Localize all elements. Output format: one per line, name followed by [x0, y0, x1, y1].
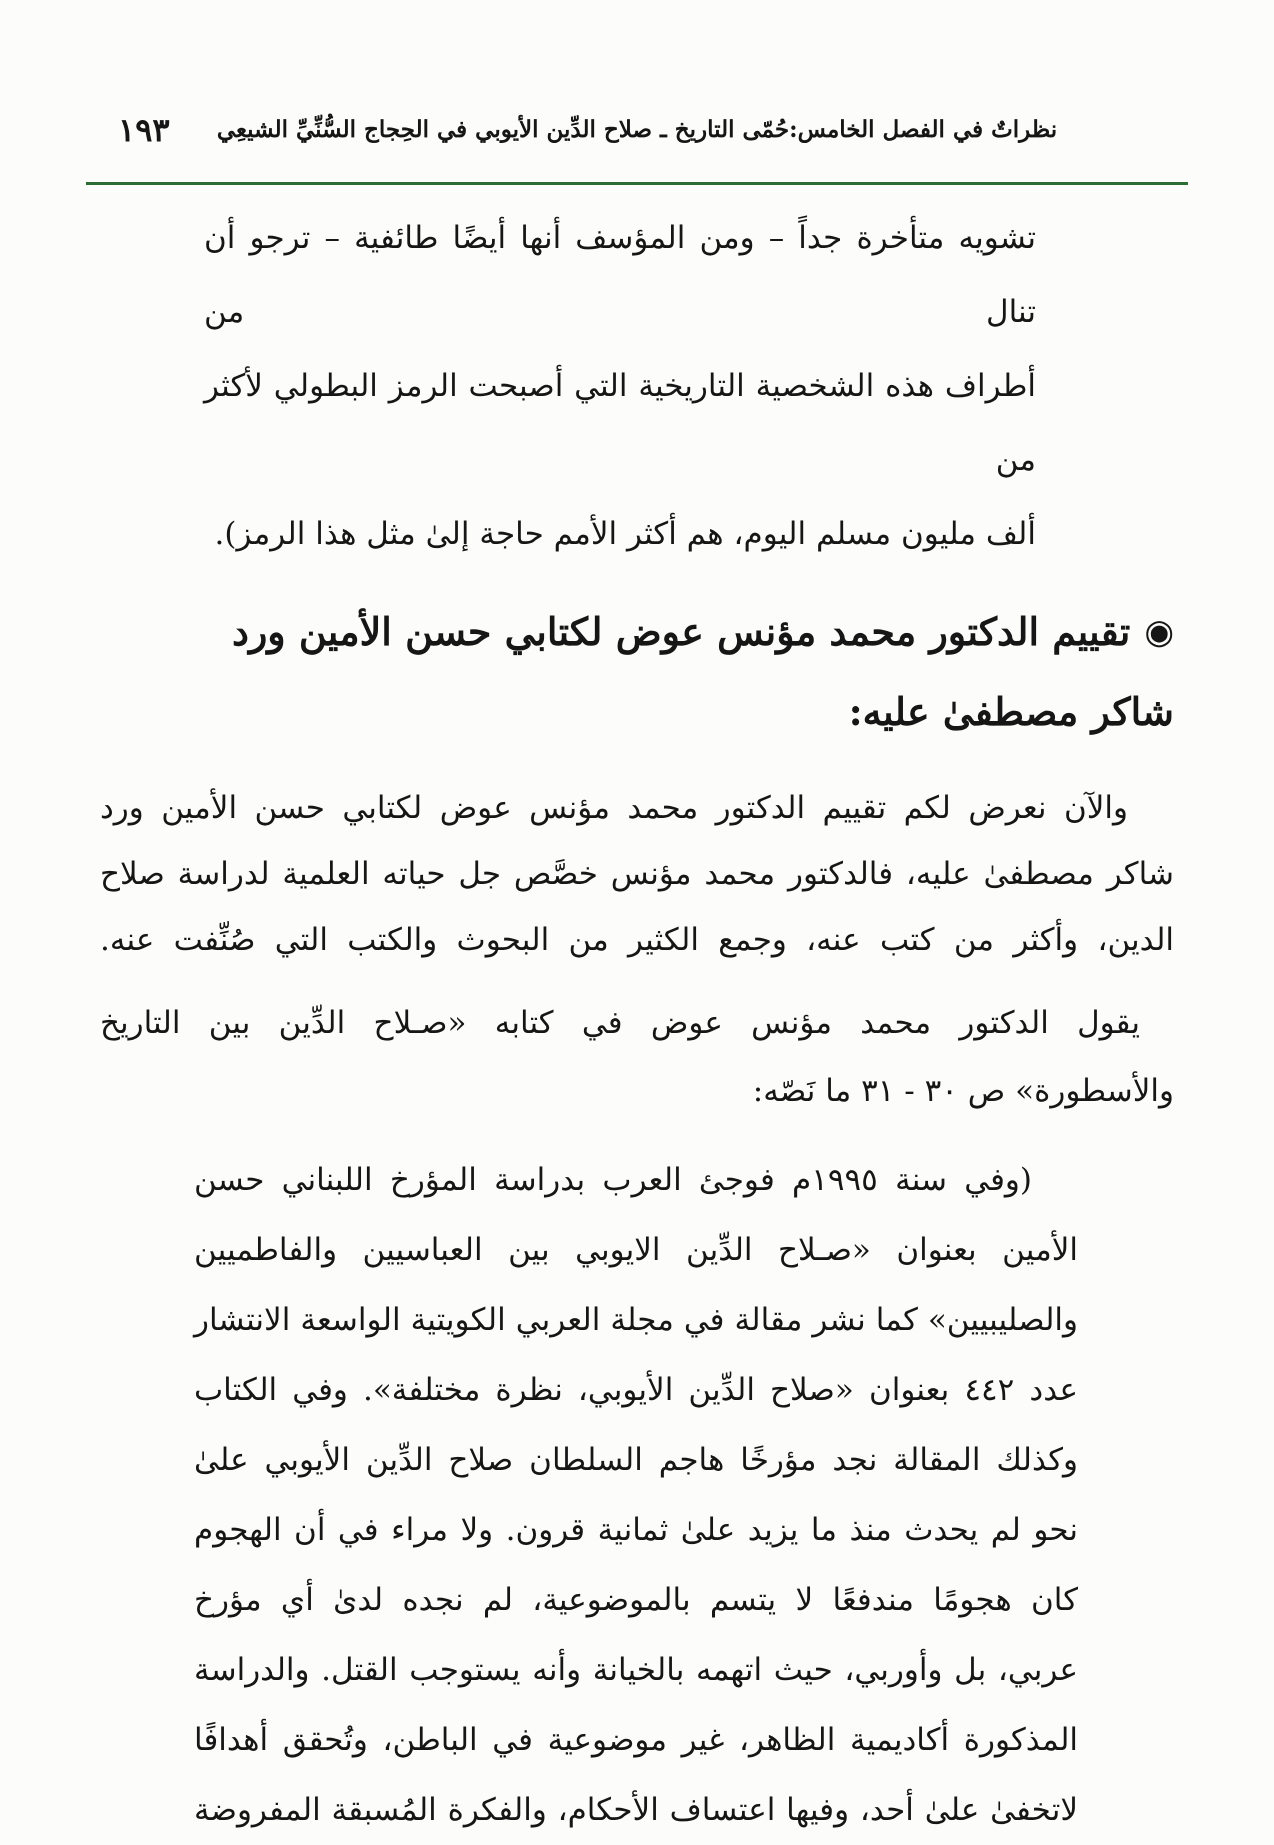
section-heading: [100, 593, 1174, 751]
quote-lead-paragraph: [100, 989, 1174, 1125]
text-line: (وفي سنة ١٩٩٥م فوجئ العرب بدراسة المؤرخ اللبناني حسن: [194, 1162, 1032, 1198]
section-heading-line: شاكر مصطفىٰ عليه:: [848, 689, 1174, 734]
text-line: المذكورة أكاديمية الظاهر، غير موضوعية في الباطن، وتُحقق أهدافًا: [194, 1722, 1078, 1758]
intro-paragraph: [100, 775, 1174, 973]
text-line: عدد ٤٤٢ بعنوان «صلاح الدِّين الأيوبي، نظرة مختلفة». وفي الكتاب: [194, 1372, 1078, 1408]
running-head: [0, 0, 1274, 160]
text-line: الدين، وأكثر من كتب عنه، وجمع الكثير من البحوث والكتب التي صُنِّفت عنه.: [100, 922, 1174, 958]
fisheye-bullet-icon: ◉: [1144, 612, 1174, 652]
text-line: وكذلك المقالة نجد مؤرخًا هاجم السلطان صلاح الدِّين الأيوبي علىٰ: [194, 1442, 1078, 1478]
text-line: شاكر مصطفىٰ عليه، فالدكتور محمد مؤنس خصَّص جل حياته العلمية لدراسة صلاح: [100, 856, 1174, 892]
text-line: كان هجومًا مندفعًا لا يتسم بالموضوعية، لم نجده لدىٰ أي مؤرخ: [194, 1582, 1078, 1618]
text-line: الأمين بعنوان «صـلاح الدِّين الايوبي بين العباسيين والفاطميين: [194, 1232, 1078, 1268]
text-line: نحو لم يحدث منذ ما يزيد علىٰ ثمانية قرون. ولا مراء في أن الهجوم: [194, 1512, 1078, 1548]
text-line: والأسطورة» ص ٣٠ - ٣١ ما نَصّه:: [752, 1073, 1174, 1109]
chapter-running-title: نظراتٌ في الفصل الخامس:حُمّى التاريخ ـ صلاح الدِّين الأيوبي في الحِجاج السُّنِّيِّ الشيعِي: [216, 116, 1058, 143]
section-heading-line: [100, 593, 1174, 673]
text-line: يقول الدكتور محمد مؤنس عوض في كتابه «صـلاح الدِّين بين التاريخ: [100, 1005, 1140, 1041]
quotation-continued: [204, 201, 1036, 571]
text-line: عربي، بل وأوربي، حيث اتهمه بالخيانة وأنه يستوجب القتل. والدراسة: [194, 1652, 1078, 1688]
text-line: لاتخفىٰ علىٰ أحد، وفيها اعتساف الأحكام، والفكرة المُسبقة المفروضة: [194, 1792, 1078, 1828]
text-line: تشويه متأخرة جداً – ومن المؤسف أنها أيضًا طائفية – ترجو أن تنال من: [204, 220, 1036, 330]
page-body: [0, 185, 1274, 1845]
block-quotation: [194, 1145, 1078, 1845]
text-line: والصليبيين» كما نشر مقالة في مجلة العربي الكويتية الواسعة الانتشار: [194, 1302, 1078, 1338]
page-number: ١٩٣: [118, 111, 170, 149]
text-line: أطراف هذه الشخصية التاريخية التي أصبحت الرمز البطولي لأكثر من: [204, 368, 1036, 478]
text-line: ألف مليون مسلم اليوم، هم أكثر الأمم حاجة إلىٰ مثل هذا الرمز).: [214, 516, 1036, 552]
section-heading-text: تقييم الدكتور محمد مؤنس عوض لكتابي حسن الأمين ورد: [232, 609, 1131, 654]
text-line: والآن نعرض لكم تقييم الدكتور محمد مؤنس عوض لكتابي حسن الأمين ورد: [100, 790, 1128, 826]
